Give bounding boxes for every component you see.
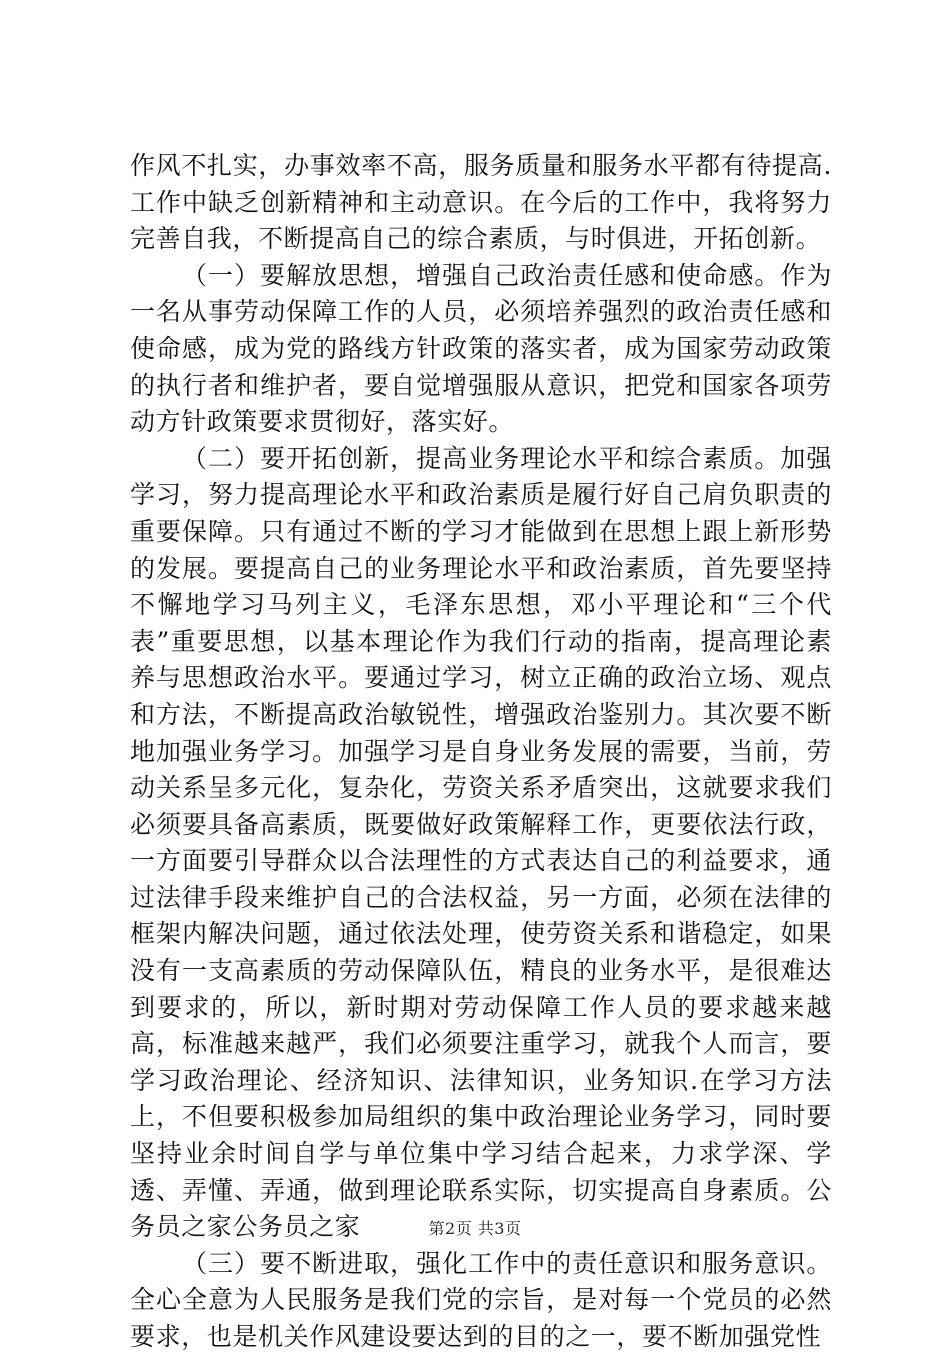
document-body [130,148,832,1356]
paragraph-section-one: （一）要解放思想，增强自己政治责任感和使命感。作为一名从事劳动保障工作的人员，必须培养强烈的政治责任感和使命感，成为党的路线方针政策的落实者，成为国家劳动政策的执行者和维护者，要自觉增强服从意识，把党和国家各项劳动方针政策要求贯彻好，落实好。 [130,260,832,437]
paragraph-section-two: （二）要开拓创新，提高业务理论水平和综合素质。加强学习，努力提高理论水平和政治素质是履行好自己肩负职责的重要保障。只有通过不断的学习才能做到在思想上跟上新形势的发展。要提高自己的业务理论水平和政治素质，首先要坚持不懈地学习马列主义，毛泽东思想，邓小平理论和“三个代表”重要思想，以基本理论作为我们行动的指南，提高理论素养与思想政治水平。要通过学习，树立正确的政治立场、观点和方法，不断提高政治敏锐性，增强政治鉴别力。其次要不断地加强业务学习。加强学习是自身业务发展的需要，当前，劳动关系呈多元化，复杂化，劳资关系矛盾突出，这就要求我们必须要具备高素质，既要做好政策解释工作，更要依法行政，一方面要引导群众以合法理性的方式表达自己的利益要求，通过法律手段来维护自己的合法权益，另一方面，必须在法律的框架内解决问题，通过依法处理，使劳资关系和谐稳定，如果没有一支高素质的劳动保障队伍，精良的业务水平，是很难达到要求的，所以，新时期对劳动保障工作人员的要求越来越高，标准越来越严，我们必须要注重学习，就我个人而言，要学习政治理论、经济知识、法律知识，业务知识.在学习方法上，不但要积极参加局组织的集中政治理论业务学习，同时要坚持业余时间自学与单位集中学习结合起来，力求学深、学透、弄懂、弄通，做到理论联系实际，切实提高自身素质。公务员之家公务员之家 [130,443,832,1242]
paragraph-continuation: 作风不扎实，办事效率不高，服务质量和服务水平都有待提高.工作中缺乏创新精神和主动意识。在今后的工作中，我将努力完善自我，不断提高自己的综合素质，与时俱进，开拓创新。 [130,151,832,254]
page-number-footer: 第2页 共3页 [428,1219,522,1238]
paragraph-section-three: （三）要不断进取，强化工作中的责任意识和服务意识。全心全意为人民服务是我们党的宗旨，是对每一个党员的必然要求，也是机关作风建设要达到的目的之一，要不断加强党性 [130,1248,832,1351]
